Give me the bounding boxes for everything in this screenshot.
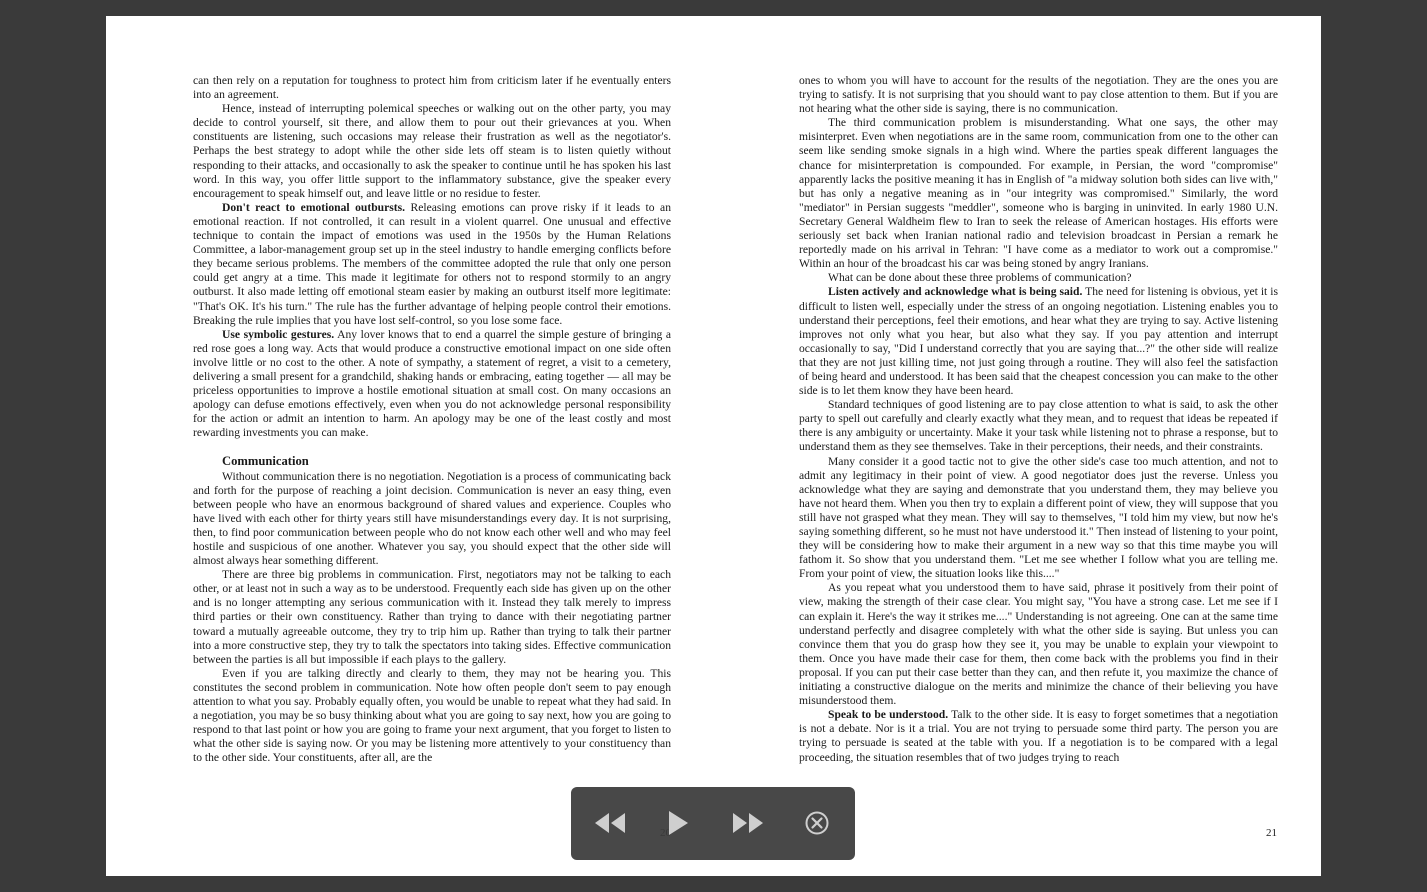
paragraph: What can be done about these three problems of communication? — [828, 271, 1132, 285]
fast-forward-button[interactable] — [728, 807, 768, 839]
paragraph: ones to whom you will have to account for the results of the negotiation. They are the ones you are trying to satisfy. It is not surprising that you should want to pay close attention to them. But if you are not hearing what the other side is saying, there is no communication. — [799, 74, 1278, 116]
section-heading: Communication — [222, 454, 309, 469]
close-icon — [804, 810, 830, 836]
paragraph: Listen actively and acknowledge what is being said. The need for listening is obvious, yet it is difficult to listen well, especially under the stress of an ongoing negotiation. Listening enables you to understand their perceptions, feel their emotions, and hear what they are trying to say. Active listening improves not only what you hear, but also what they say. If you pay attention and interrupt occasionally to say, "Did I understand correctly that you are saying that...?" the other side will realize that they are not just killing time, not just going through a routine. They will also feel the satisfaction of being heard and understood. It has been said that the cheapest concession you can make to the other side is to let them know they have been heard. — [799, 285, 1278, 398]
paragraph: Don't react to emotional outbursts. Releasing emotions can prove risky if it leads to an emotional reaction. If not controlled, it can result in a violent quarrel. One unusual and effective technique to contain the impact of emotions was used in the 1950s by the Human Relations Committee, a labor-management group set up in the steel industry to handle emerging conflicts before they became serious problems. The members of the committee adopted the rule that only one person could get angry at a time. This made it legitimate for others not to respond stormily to an angry outburst. It also made letting off emotional steam easier by making an outburst itself more legitimate: "That's OK. It's his turn." The rule has the further advantage of helping people control their emotions. Breaking the rule implies that you have lost self-control, so you lose some face. — [193, 200, 671, 327]
rewind-button[interactable] — [590, 807, 630, 839]
right-page — [799, 74, 1278, 765]
paragraph-lead: Speak to be understood. — [828, 708, 949, 722]
page-number-right: 21 — [1266, 827, 1277, 839]
paragraph: The third communication problem is misunderstanding. What one says, the other may misinterpret. Even when negotiations are in the same room, communication from one to the other can seem like sending smoke signals in a high wind. Where the parties speak different languages the chance for misinterpretation is compounded. For example, in Persian, the word "compromise" apparently lacks the positive meaning it has in English of "a midway solution both sides can live with," but has only a negative meaning as in "our integrity was compromised." Similarly, the word "mediator" in Persian suggests "meddler", someone who is barging in uninvited. In early 1980 U.N. Secretary General Waldheim flew to Iran to seek the release of American hostages. His efforts were seriously set back when Iranian national radio and television broadcast in Persian a remark he reportedly made on his arrival in Tehran: "I have come as a mediator to work out a compromise." Within an hour of the broadcast his car was being stoned by angry Iranians. — [799, 116, 1278, 271]
fast-forward-icon — [731, 812, 765, 834]
left-page — [193, 74, 671, 766]
left-page-body-1 — [193, 74, 671, 440]
paragraph: Without communication there is no negotiation. Negotiation is a process of communicating back and forth for the purpose of reaching a joint decision. Communication is never an easy thing, even between people who have an enormous background of shared values and experience. Couples who have lived with each other for thirty years still have misunderstandings every day. It is not surprising, then, to find poor communication between people who do not know each other well and who may feel hostile and suspicious of one another. Whatever you say, you should expect that the other side will almost always hear something different. — [193, 469, 671, 568]
paragraph: Hence, instead of interrupting polemical speeches or walking out on the other party, you may decide to control yourself, sit there, and allow them to pour out their grievances at you. When constituents are listening, such occasions may release their frustration as well as the negotiator's. Perhaps the best strategy to adopt while the other side lets off steam is to listen quietly without responding to their attacks, and occasionally to ask the speaker to continue until he has spoken his last word. In this way, you offer little support to the inflammatory substance, give the speaker every encouragement to speak himself out, and leave little or no residue to fester. — [193, 102, 671, 200]
paragraph: There are three big problems in communication. First, negotiators may not be talking to each other, or at least not in such a way as to be understood. Frequently each side has given up on the other and is no longer attempting any serious communication with it. Instead they talk merely to impress third parties or their own constituency. Rather than trying to dance with their negotiating partner toward a mutually agreeable outcome, they try to trip him up. Rather than trying to talk their partner into a more constructive step, they try to talk the spectators into taking sides. Effective communication between the parties is all but impossible if each plays to the gallery. — [193, 568, 671, 666]
book-spread — [106, 16, 1321, 876]
paragraph-lead: Listen actively and acknowledge what is being said. — [828, 285, 1083, 299]
paragraph: Many consider it a good tactic not to give the other side's case too much attention, and not to admit any legitimacy in their point of view. A good negotiator does just the reverse. Unless you acknowledge what they are saying and demonstrate that you understand them, they may believe you have not heard them. When you then try to explain a different point of view, they will suppose that you still have not grasped what they mean. They will say to themselves, "I told him my view, but now he's saying something different, so he must not have understood it." Then instead of listening to your point, they will be considering how to make their argument in a new way so that this time maybe you will fathom it. So show that you understand them. "Let me see whether I follow what you are telling me. From your point of view, the situation looks like this...." — [799, 454, 1278, 581]
close-button[interactable] — [797, 807, 837, 839]
play-button[interactable] — [658, 807, 698, 839]
paragraph-lead: Use symbolic gestures. — [222, 327, 335, 341]
left-page-body-2 — [193, 470, 671, 766]
paragraph: can then rely on a reputation for toughness to protect him from criticism later if he eventually enters into an agreement. — [193, 74, 671, 102]
paragraph-lead: Don't react to emotional outbursts. — [222, 200, 406, 214]
paragraph: Even if you are talking directly and clearly to them, they may not be hearing you. This constitutes the second problem in communication. Note how often people don't seem to pay enough attention to what you say. Probably equally often, you would be unable to repeat what they had said. In a negotiation, you may be so busy thinking about what you are going to say next, how you are going to respond to that last point or how you are going to frame your next argument, that you forget to listen to what the other side is saying now. Or you may be listening more attentively to your constituency than to the other side. Your constituents, after all, are the — [193, 666, 672, 765]
play-icon — [666, 810, 690, 836]
paragraph: As you repeat what you understood them to have said, phrase it positively from their point of view, making the strength of their case clear. You might say, "You have a strong case. Let me see if I can explain it. Here's the way it strikes me...." Understanding is not agreeing. One can at the same time understand perfectly and disagree completely with what the other side is saying. But unless you can convince them that you do grasp how they see it, you may be unable to explain your viewpoint to them. Once you have made their case for them, then come back with the problems you find in their proposal. If you can put their case better than they can, and then refute it, you maximize the chance of initiating a constructive dialogue on the merits and minimize the chance of their believing you have misunderstood them. — [799, 581, 1278, 708]
paragraph: Use symbolic gestures. Any lover knows that to end a quarrel the simple gesture of bringing a red rose goes a long way. Acts that would produce a constructive emotional impact on one side often involve little or no cost to the other. A note of sympathy, a statement of regret, a visit to a cemetery, delivering a small present for a grandchild, shaking hands or embracing, eating together — all may be priceless opportunities to improve a hostile emotional situation at small cost. On many occasions an apology can defuse emotions effectively, even when you do not acknowledge personal responsibility for the action or admit an intention to harm. An apology may be one of the least costly and most rewarding investments you can make. — [193, 327, 671, 440]
paragraph: Standard techniques of good listening are to pay close attention to what is said, to ask the other party to spell out carefully and clearly exactly what they mean, and to request that ideas be repeated if there is any ambiguity or uncertainty. Make it your task while listening not to phrase a response, but to understand them as they see themselves. Take in their perceptions, their needs, and their constraints. — [799, 398, 1278, 454]
paragraph: Speak to be understood. Talk to the other side. It is easy to forget sometimes that a negotiation is not a debate. Nor is it a trial. You are not trying to persuade some third party. The person you are trying to persuade is seated at the table with you. If a negotiation is to be compared with a legal proceeding, the situation resembles that of two judges trying to reach — [799, 708, 1278, 764]
playback-controls — [571, 787, 855, 860]
rewind-icon — [593, 812, 627, 834]
